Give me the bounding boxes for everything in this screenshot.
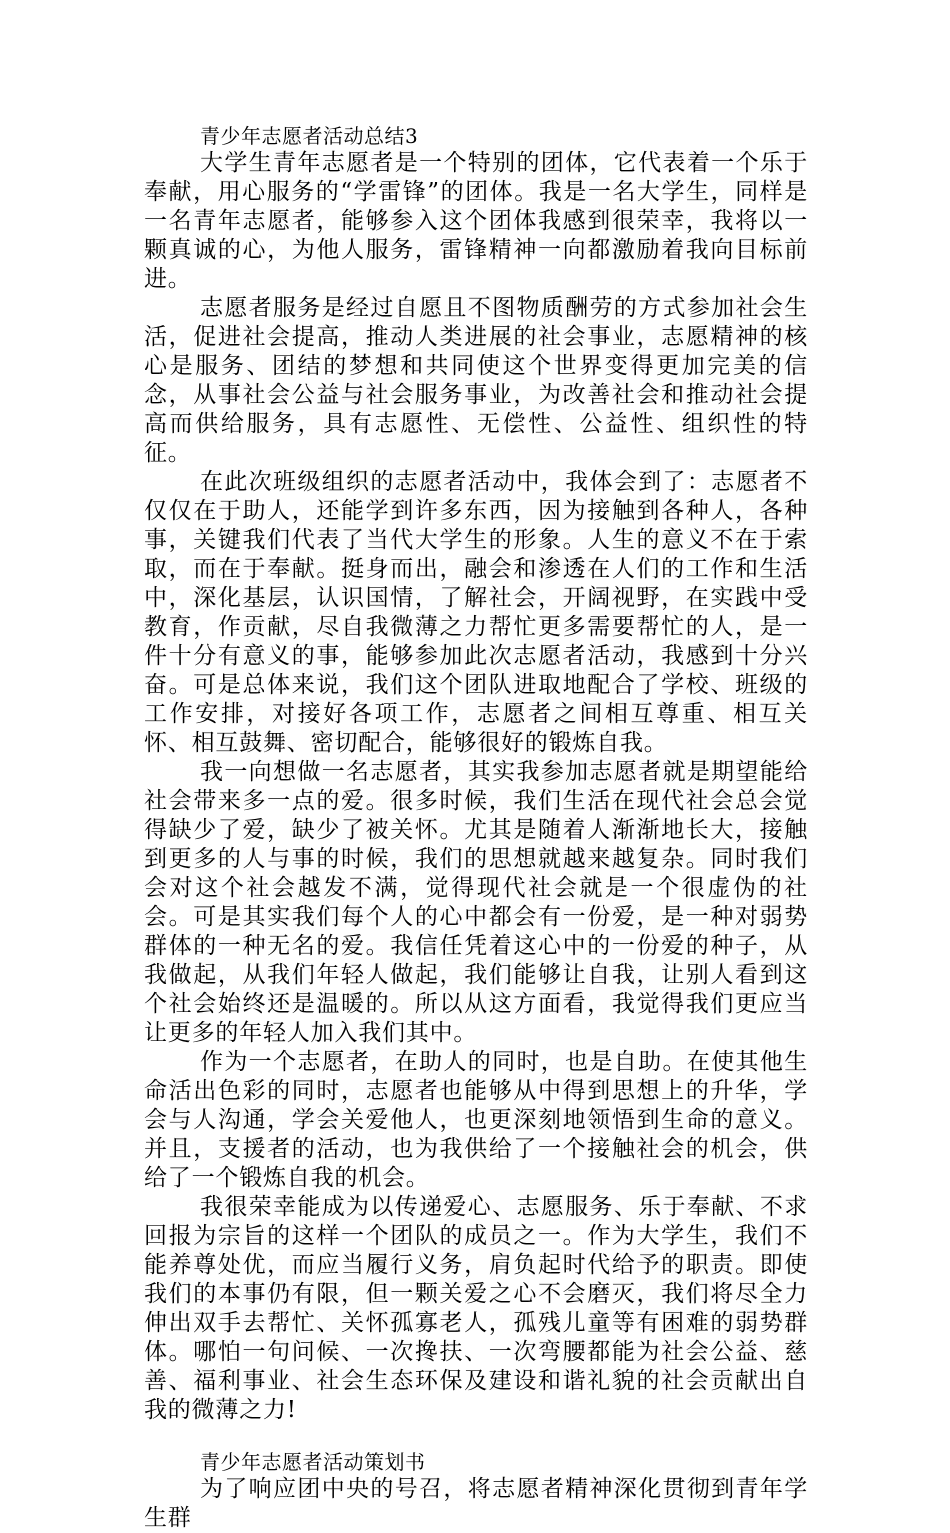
document-page [144, 124, 808, 1533]
paragraph: 我一向想做一名志愿者，其实我参加志愿者就是期望能给社会带来多一点的爱。很多时候，我们生活在现代社会总会觉得缺少了爱，缺少了被关怀。尤其是随着人渐渐地长大，接触到更多的人与事的时候，我们的思想就越来越复杂。同时我们会对这个社会越发不满，觉得现代社会就是一个很虚伪的社会。可是其实我们每个人的心中都会有一份爱，是一种对弱势群体的一种无名的爱。我信任凭着这心中的一份爱的种子，从我做起，从我们年轻人做起，我们能够让自我，让别人看到这个社会始终还是温暖的。所以从这方面看，我觉得我们更应当让更多的年轻人加入我们其中。 [144, 759, 808, 1046]
paragraph: 志愿者服务是经过自愿且不图物质酬劳的方式参加社会生活，促进社会提高，推动人类进展的社会事业，志愿精神的核心是服务、团结的梦想和共同使这个世界变得更加完美的信念，从事社会公益与社会服务事业，为改善社会和推动社会提高而供给服务，具有志愿性、无偿性、公益性、组织性的特征。 [144, 295, 808, 466]
paragraph: 大学生青年志愿者是一个特别的团体，它代表着一个乐于奉献，用心服务的“学雷锋”的团体。我是一名大学生，同样是一名青年志愿者，能够参入这个团体我感到很荣幸，我将以一颗真诚的心，为他人服务，雷锋精神一向都激励着我向目标前进。 [144, 150, 808, 292]
paragraph: 我很荣幸能成为以传递爱心、志愿服务、乐于奉献、不求回报为宗旨的这样一个团队的成员之一。作为大学生，我们不能养尊处优，而应当履行义务，肩负起时代给予的职责。即使我们的本事仍有限，但一颗关爱之心不会磨灭，我们将尽全力伸出双手去帮忙、关怀孤寡老人，孤残儿童等有困难的弱势群体。哪怕一句问候、一次搀扶、一次弯腰都能为社会公益、慈善、福利事业、社会生态环保及建设和谐礼貌的社会贡献出自我的微薄之力! [144, 1194, 808, 1423]
section-title-2: 青少年志愿者活动策划书 [200, 1450, 426, 1474]
paragraph: 作为一个志愿者，在助人的同时，也是自助。在使其他生命活出色彩的同时，志愿者也能够从中得到思想上的升华，学会与人沟通，学会关爱他人，也更深刻地领悟到生命的意义。并且，支援者的活动，也为我供给了一个接触社会的机会，供给了一个锻炼自我的机会。 [144, 1049, 808, 1191]
section-spacer [144, 1425, 808, 1450]
paragraph: 在此次班级组织的志愿者活动中，我体会到了：志愿者不仅仅在于助人，还能学到许多东西，因为接触到各种人，各种事，关键我们代表了当代大学生的形象。人生的意义不在于索取，而在于奉献。挺身而出，融会和渗透在人们的工作和生活中，深化基层，认识国情，了解社会，开阔视野，在实践中受教育，作贡献，尽自我微薄之力帮忙更多需要帮忙的人，是一件十分有意义的事，能够参加此次志愿者活动，我感到十分兴奋。可是总体来说，我们这个团队进取地配合了学校、班级的工作安排，对接好各项工作，志愿者之间相互尊重、相互关怀、相互鼓舞、密切配合，能够很好的锻炼自我。 [144, 469, 808, 756]
paragraph: 为了响应团中央的号召，将志愿者精神深化贯彻到青年学生群 [144, 1476, 808, 1531]
section-title-1: 青少年志愿者活动总结3 [200, 124, 419, 148]
